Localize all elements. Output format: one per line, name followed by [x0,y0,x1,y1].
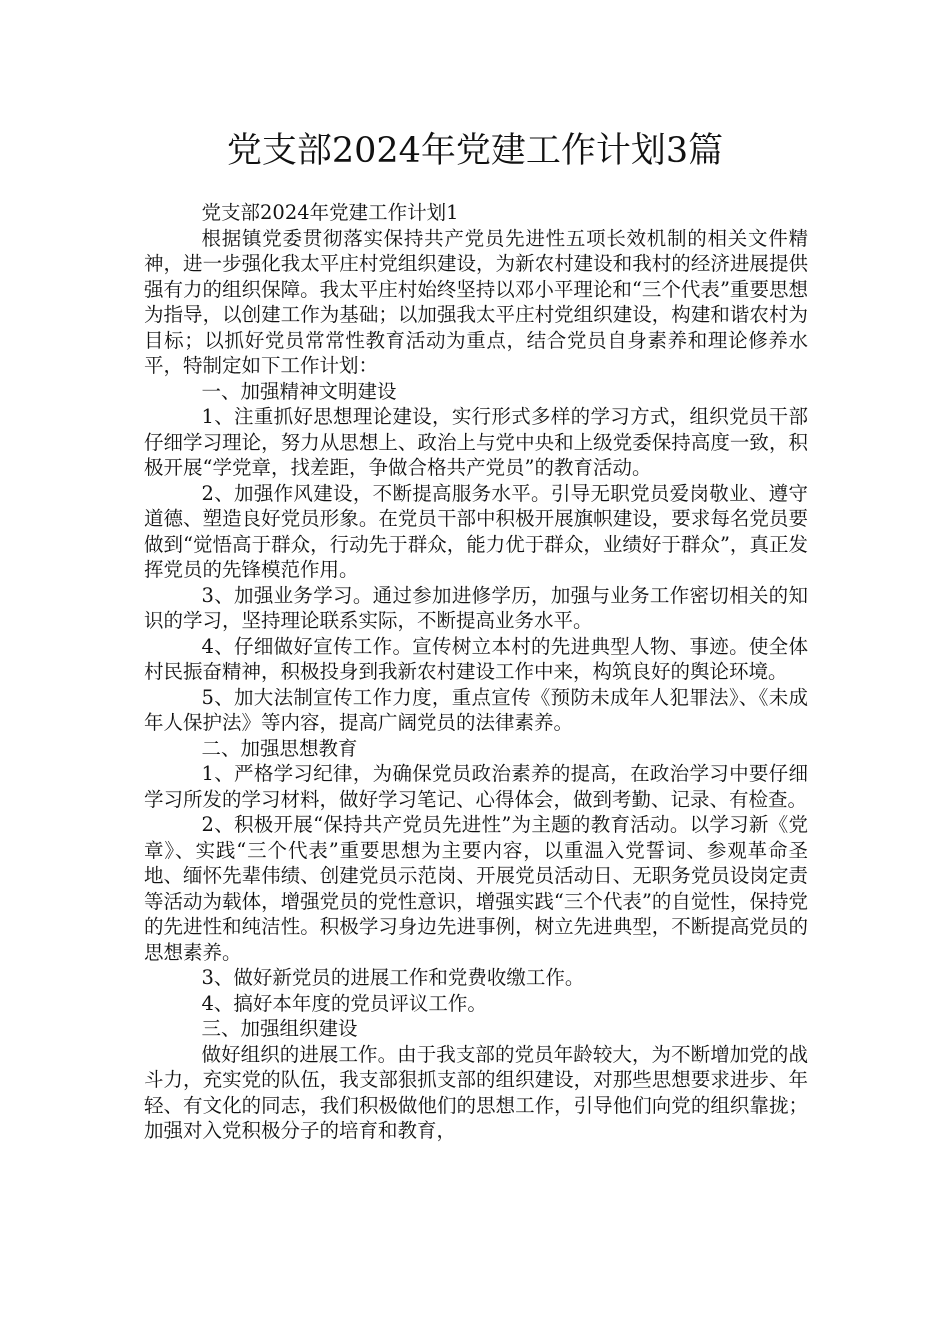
paragraph: 2、加强作风建设，不断提高服务水平。引导无职党员爱岗敬业、遵守道德、塑造良好党员形象。在党员干部中积极开展旗帜建设，要求每名党员要做到“觉悟高于群众，行动先于群众，能力优于群众，业绩好于群众”，真正发挥党员的先锋模范作用。 [144,481,808,581]
paragraph: 5、加大法制宣传工作力度，重点宣传《预防未成年人犯罪法》、《未成年人保护法》等内容，提高广阔党员的法律素养。 [144,685,808,734]
section-heading: 党支部2024年党建工作计划1 [201,201,459,224]
section-heading: 三、加强组织建设 [201,1017,358,1040]
document-title: 党支部2024年党建工作计划3篇 [226,131,724,171]
paragraph: 1、严格学习纪律，为确保党员政治素养的提高，在政治学习中要仔细学习所发的学习材料，做好学习笔记、心得体会，做到考勤、记录、有检查。 [144,762,808,811]
paragraph: 3、加强业务学习。通过参加进修学历，加强与业务工作密切相关的知识的学习，坚持理论联系实际，不断提高业务水平。 [144,583,808,632]
section-heading: 二、加强思想教育 [201,736,358,760]
paragraph: 2、积极开展“保持共产党员先进性”为主题的教育活动。以学习新《党章》、实践“三个代表”重要思想为主要内容，以重温入党誓词、参观革命圣地、缅怀先辈伟绩、创建党员示范岗、开展党员活动日、无职务党员设岗定责等活动为载体，增强党员的党性意识，增强实践“三个代表”的自觉性，保持党的先进性和纯洁性。积极学习身边先进事例，树立先进典型，不断提高党员的思想素养。 [144,813,808,964]
paragraph: 4、仔细做好宣传工作。宣传树立本村的先进典型人物、事迹。使全体村民振奋精神，积极投身到我新农村建设工作中来，构筑良好的舆论环境。 [144,634,808,683]
paragraph: 1、注重抓好思想理论建设，实行形式多样的学习方式，组织党员干部仔细学习理论，努力从思想上、政治上与党中央和上级党委保持高度一致，积极开展“学党章，找差距，争做合格共产党员”的教育活动。 [144,405,808,479]
paragraph: 根据镇党委贯彻落实保持共产党员先进性五项长效机制的相关文件精神，进一步强化我太平庄村党组织建设，为新农村建设和我村的经济进展提供强有力的组织保障。我太平庄村始终坚持以邓小平理论和“三个代表”重要思想为指导，以创建工作为基础；以加强我太平庄村党组织建设，构建和谐农村为目标；以抓好党员常常性教育活动为重点，结合党员自身素养和理论修养水平，特制定如下工作计划： [144,226,808,377]
document-body [144,200,808,1144]
paragraph: 做好组织的进展工作。由于我支部的党员年龄较大，为不断增加党的战斗力，充实党的队伍，我支部狠抓支部的组织建设，对那些思想要求进步、年轻、有文化的同志，我们积极做他们的思想工作，引导他们向党的组织靠拢；加强对入党积极分子的培育和教育， [144,1042,808,1142]
paragraph: 3、做好新党员的进展工作和党费收缴工作。 [201,966,585,989]
paragraph: 4、搞好本年度的党员评议工作。 [201,991,487,1015]
section-heading: 一、加强精神文明建设 [201,379,397,403]
